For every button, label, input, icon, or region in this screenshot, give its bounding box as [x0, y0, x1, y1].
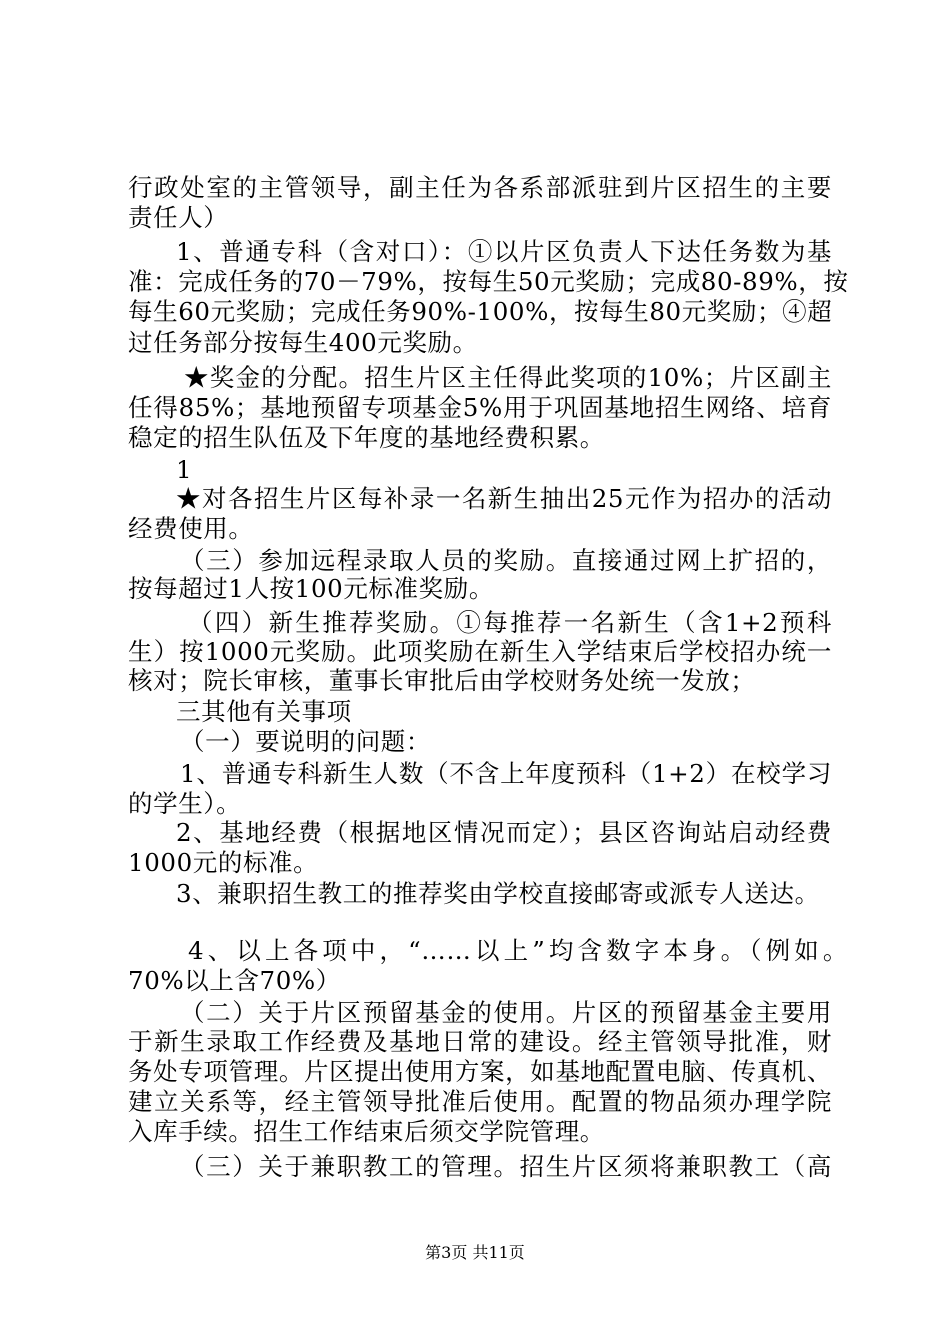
section-heading: 三其他有关事项 [176, 697, 352, 726]
paragraph-line: 核对；院长审核，董事长审批后由学校财务处统一发放； [128, 666, 756, 695]
paragraph-line: 于新生录取工作经费及基地日常的建设。经主管领导批准，财 [128, 1027, 832, 1056]
paragraph-line: ★对各招生片区每补录一名新生抽出25元作为招办的活动 [176, 484, 832, 513]
paragraph-line: （四）新生推荐奖励。①每推荐一名新生（含1+2预科 [188, 608, 832, 637]
paragraph-line: 过任务部分按每生400元奖励。 [128, 328, 478, 357]
paragraph-line: 按每超过1人按100元标准奖励。 [128, 574, 494, 603]
paragraph-line: 行政处室的主管领导，副主任为各系部派驻到片区招生的主要 [128, 173, 832, 202]
paragraph-line: 建立关系等，经主管领导批准后使用。配置的物品须办理学院 [128, 1087, 832, 1116]
paragraph-line: 4、以上各项中，“……以上”均含数字本身。（例如。 [188, 936, 848, 965]
paragraph-line: 务处专项管理。片区提出使用方案，如基地配置电脑、传真机、 [128, 1057, 832, 1086]
paragraph-line: （三）关于兼职教工的管理。招生片区须将兼职教工（高 [180, 1152, 832, 1181]
paragraph-line: 1、普通专科（含对口）：①以片区负责人下达任务数为基 [176, 237, 832, 266]
paragraph-line: 1 [176, 455, 193, 484]
page-number-footer: 第3页 共11页 [425, 1243, 525, 1262]
paragraph-line: 经费使用。 [128, 514, 254, 543]
paragraph-line: 的学生）。 [128, 789, 242, 818]
paragraph-line: 1000元的标准。 [128, 848, 319, 877]
paragraph-line: 责任人） [128, 203, 229, 232]
paragraph-line: 任得85%；基地预留专项基金5%用于巩固基地招生网络、培育 [128, 393, 832, 422]
paragraph-line: （三）参加远程录取人员的奖励。直接通过网上扩招的， [180, 546, 832, 575]
paragraph-line: 70%以上含70%） [128, 966, 341, 995]
paragraph-line: 每生60元奖励；完成任务90%-100%，按每生80元奖励；④超 [128, 297, 833, 326]
paragraph-line: 1、普通专科新生人数（不含上年度预科（1+2）在校学习 [180, 759, 832, 788]
paragraph-line: ★奖金的分配。招生片区主任得此奖项的10%；片区副主 [184, 363, 832, 392]
paragraph-line: 2、基地经费（根据地区情况而定）；县区咨询站启动经费 [176, 818, 832, 847]
paragraph-line: 稳定的招生队伍及下年度的基地经费积累。 [128, 423, 605, 452]
paragraph-line: 准：完成任务的70－79%，按每生50元奖励；完成80-89%，按 [128, 267, 849, 296]
paragraph-line: 生）按1000元奖励。此项奖励在新生入学结束后学校招办统一 [128, 637, 832, 666]
paragraph-line: 3、兼职招生教工的推荐奖由学校直接邮寄或派专人送达。 [176, 879, 820, 908]
paragraph-line: 入库手续。招生工作结束后须交学院管理。 [128, 1117, 605, 1146]
paragraph-line: （一）要说明的问题： [180, 727, 431, 756]
paragraph-line: （二）关于片区预留基金的使用。片区的预留基金主要用 [180, 998, 832, 1027]
